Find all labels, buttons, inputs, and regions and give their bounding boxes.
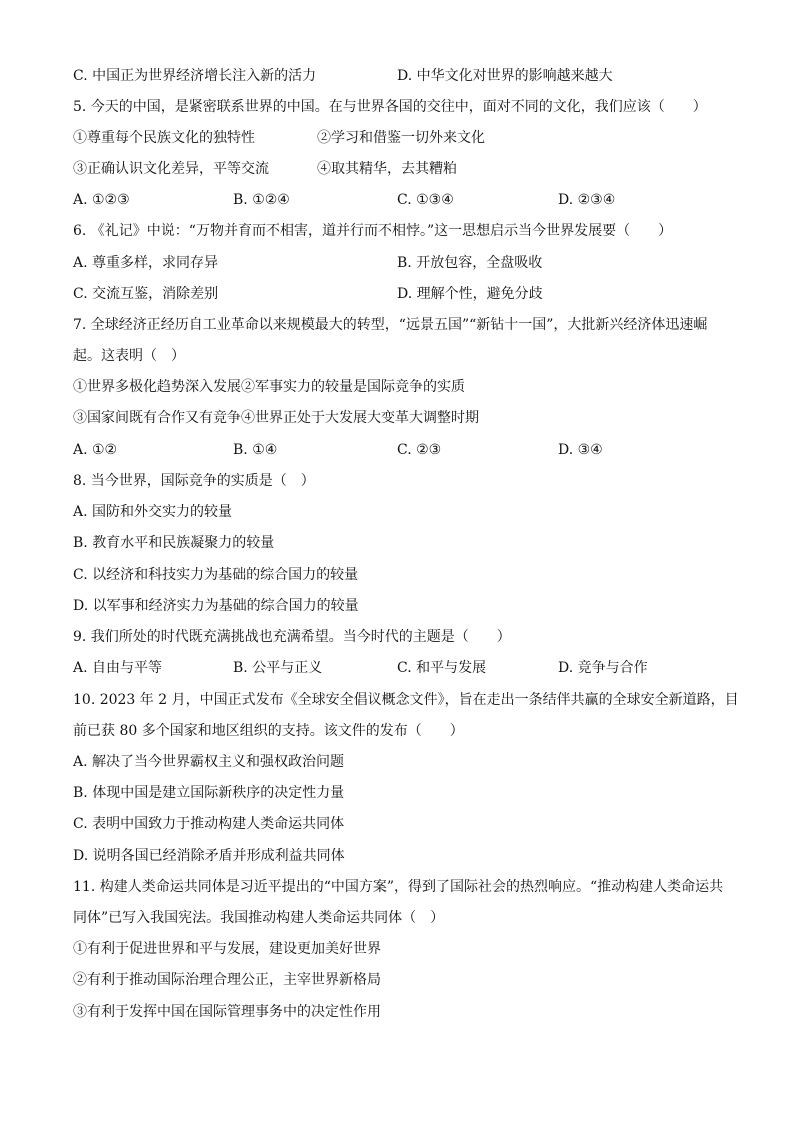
q5-stem: 5. 今天的中国，是紧密联系世界的中国。在与世界各国的交往中，面对不同的文化，我们应该（ ） bbox=[73, 99, 707, 115]
q7-stem-line1: 7. 全球经济正经历自工业革命以来规模最大的转型，“远景五国”“新钻十一国”，大批新兴经济体迅速崛 bbox=[73, 317, 708, 333]
q10-stem-line1: 10. 2023 年 2 月，中国正式发布《全球安全倡议概念文件》，旨在走出一条结伴共赢的全球安全新道路，目 bbox=[73, 692, 739, 708]
q7-items-line1: ①世界多极化趋势深入发展②军事实力的较量是国际竞争的实质 bbox=[73, 379, 465, 395]
q5-option-b: B. ①②④ bbox=[233, 192, 290, 208]
q6-option-d: D. 理解个性，避免分歧 bbox=[397, 286, 543, 302]
q6-option-c: C. 交流互鉴，消除差别 bbox=[73, 286, 219, 302]
q9-option-c: C. 和平与发展 bbox=[397, 660, 487, 676]
q10-stem-line2: 前已获 80 多个国家和地区组织的支持。该文件的发布（ ） bbox=[73, 723, 464, 739]
q6-option-b: B. 开放包容，全盘吸收 bbox=[397, 255, 543, 271]
q9-stem: 9. 我们所处的时代既充满挑战也充满希望。当今时代的主题是（ ） bbox=[73, 629, 511, 645]
q11-item-2: ②有利于推动国际治理合理公正，主宰世界新格局 bbox=[73, 972, 381, 988]
q11-item-3: ③有利于发挥中国在国际管理事务中的决定性作用 bbox=[73, 1004, 381, 1020]
q10-option-d: D. 说明各国已经消除矛盾并形成利益共同体 bbox=[73, 848, 345, 864]
q7-option-d: D. ③④ bbox=[558, 442, 603, 458]
q5-option-a: A. ①②③ bbox=[73, 192, 130, 208]
q5-option-c: C. ①③④ bbox=[397, 192, 454, 208]
q4-option-c: C. 中国正为世界经济增长注入新的活力 bbox=[73, 68, 317, 84]
q8-option-c: C. 以经济和科技实力为基础的综合国力的较量 bbox=[73, 567, 359, 583]
q11-stem-line2: 同体”已写入我国宪法。我国推动构建人类命运共同体（ ） bbox=[73, 910, 445, 926]
q8-option-d: D. 以军事和经济实力为基础的综合国力的较量 bbox=[73, 598, 359, 614]
q5-item-2: ②学习和借鉴一切外来文化 bbox=[317, 130, 485, 146]
q7-option-c: C. ②③ bbox=[397, 442, 442, 458]
q10-option-c: C. 表明中国致力于推动构建人类命运共同体 bbox=[73, 816, 345, 832]
q11-stem-line1: 11. 构建人类命运共同体是习近平提出的“中国方案”，得到了国际社会的热烈响应。“推动构建人类命运共 bbox=[73, 879, 724, 895]
q9-option-b: B. 公平与正义 bbox=[233, 660, 323, 676]
q11-item-1: ①有利于促进世界和平与发展，建设更加美好世界 bbox=[73, 941, 381, 957]
q10-option-b: B. 体现中国是建立国际新秩序的决定性力量 bbox=[73, 785, 345, 801]
q7-option-a: A. ①② bbox=[73, 442, 118, 458]
q7-stem-line2: 起。这表明（ ） bbox=[73, 348, 185, 364]
q5-item-3: ③正确认识文化差异，平等交流 bbox=[73, 161, 269, 177]
q8-stem: 8. 当今世界，国际竞争的实质是（ ） bbox=[73, 473, 315, 489]
q10-option-a: A. 解决了当今世界霸权主义和强权政治问题 bbox=[73, 754, 345, 770]
q5-option-d: D. ②③④ bbox=[558, 192, 616, 208]
q9-option-a: A. 自由与平等 bbox=[73, 660, 163, 676]
q6-stem: 6. 《礼记》中说：“万物并育而不相害，道并行而不相悖。”这一思想启示当今世界发展要（ ） bbox=[73, 223, 673, 239]
q7-items-line2: ③国家间既有合作又有竞争④世界正处于大发展大变革大调整时期 bbox=[73, 410, 479, 426]
q4-option-d: D. 中华文化对世界的影响越来越大 bbox=[397, 68, 613, 84]
q5-item-4: ④取其精华，去其糟粕 bbox=[317, 161, 457, 177]
q6-option-a: A. 尊重多样，求同存异 bbox=[73, 255, 219, 271]
q8-option-b: B. 教育水平和民族凝聚力的较量 bbox=[73, 535, 275, 551]
q7-option-b: B. ①④ bbox=[233, 442, 278, 458]
q8-option-a: A. 国防和外交实力的较量 bbox=[73, 504, 233, 520]
q9-option-d: D. 竞争与合作 bbox=[558, 660, 648, 676]
q5-item-1: ①尊重每个民族文化的独特性 bbox=[73, 130, 255, 146]
